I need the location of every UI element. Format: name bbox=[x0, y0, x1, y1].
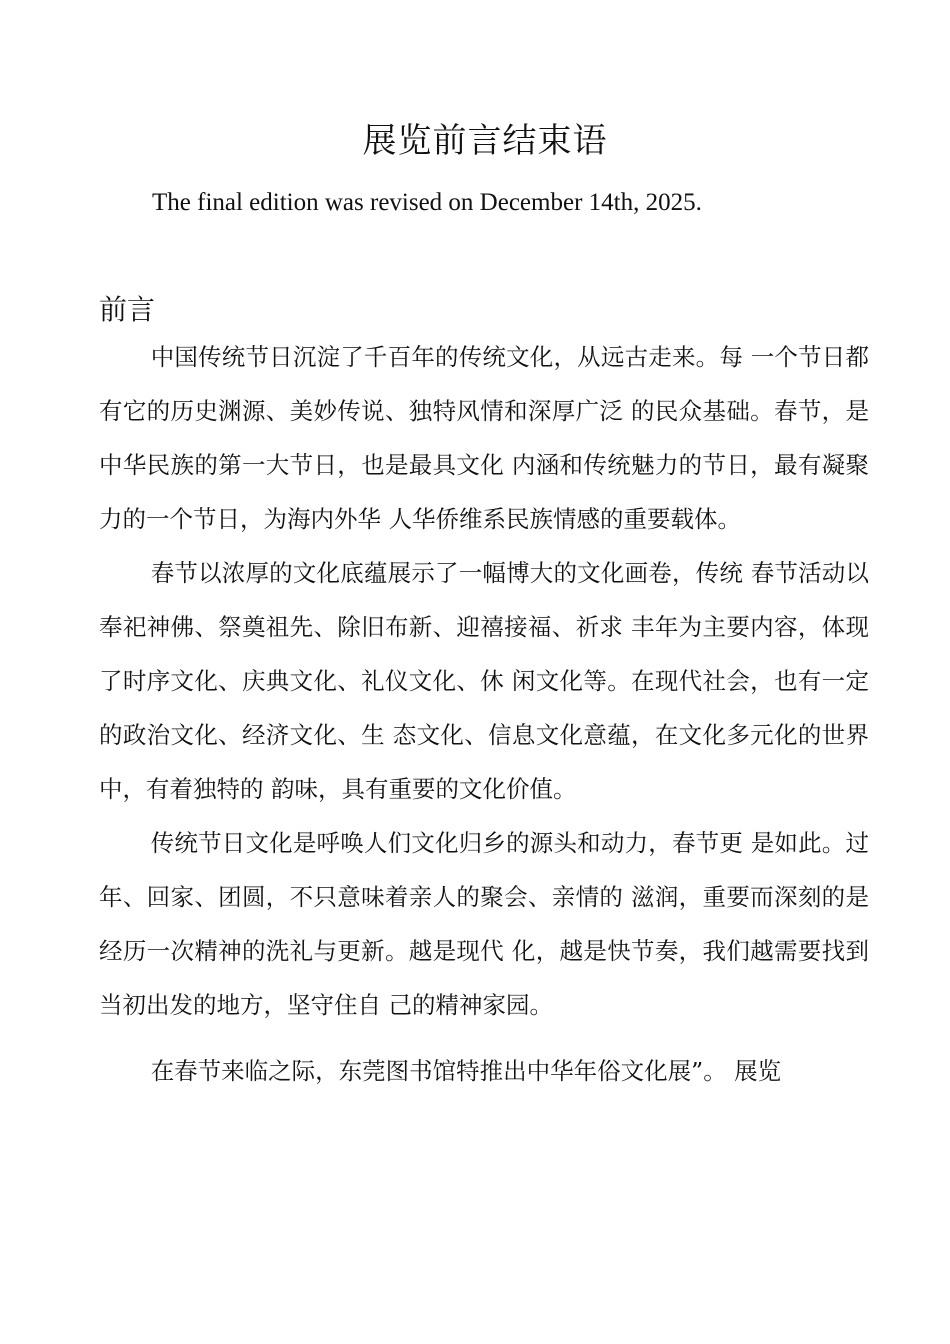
paragraph: 传统节日文化是呼唤人们文化归乡的源头和动力，春节更 是如此。过年、回家、团圆，不只意味着亲人的聚会、亲情的 滋润，重要而深刻的是经历一次精神的洗礼与更新。越是现代 化，越是快节奏，我们越需要找到当初出发的地方，坚守住自 己的精神家园。 bbox=[99, 829, 869, 1019]
section-heading-preface: 前言 bbox=[99, 293, 156, 326]
paragraph: 在春节来临之际，东莞图书馆特推出中华年俗文化展”。 展览 bbox=[150, 1057, 782, 1085]
paragraph: 春节以浓厚的文化底蕴展示了一幅博大的文化画卷，传统 春节活动以奉祀神佛、祭奠祖先、除旧布新、迎禧接福、祈求 丰年为主要内容，体现了时序文化、庆典文化、礼仪文化、休 闲文化等。在现代社会，也有一定的政治文化、经济文化、生 态文化、信息文化意蕴，在文化多元化的世界中，有着独特的 韵味，具有重要的文化价值。 bbox=[99, 559, 869, 803]
preface-body bbox=[99, 330, 869, 1098]
document-title: 展览前言结束语 bbox=[362, 121, 608, 161]
paragraph: 中国传统节日沉淀了千百年的传统文化，从远古走来。每 一个节日都有它的历史渊源、美妙传说、独特风情和深厚广泛 的民众基础。春节，是中华民族的第一大节日，也是最具文化 内涵和传统魅力的节日，最有凝聚力的一个节日，为海内外华 人华侨维系民族情感的重要载体。 bbox=[99, 343, 869, 533]
revision-note: The final edition was revised on December 14th, 2025. bbox=[152, 189, 702, 216]
